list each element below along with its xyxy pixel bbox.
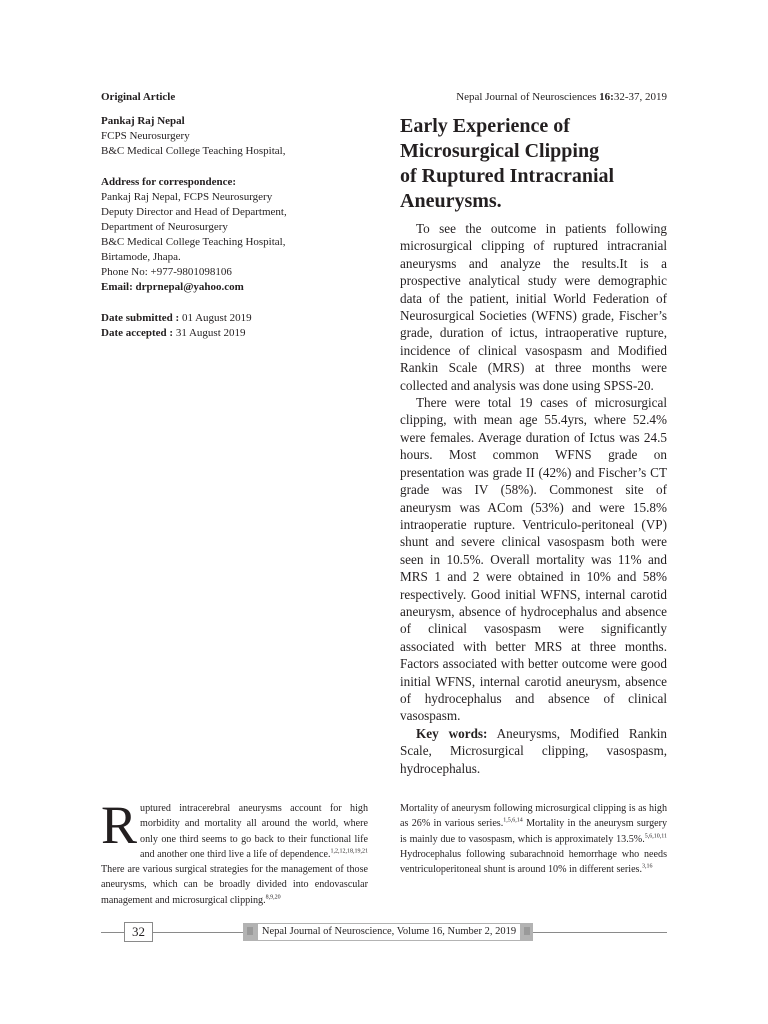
- body-column-right: [400, 801, 667, 877]
- date-accepted-label: Date accepted :: [101, 327, 174, 339]
- author-degree: FCPS Neurosurgery: [101, 130, 190, 142]
- journal-volume: 16:: [599, 91, 614, 103]
- body-text: uptured intracerebral aneurysms account for high morbidity and mortality all around the world, where only one third seems to go back to their functional life and another one third live a life of dependence.: [140, 803, 368, 860]
- correspondence-line: B&C Medical College Teaching Hospital,: [101, 236, 286, 248]
- correspondence-phone: Phone No: +977-9801098106: [101, 266, 232, 278]
- citation-ref: 5,6,10,11: [644, 833, 667, 840]
- correspondence-line: Pankaj Raj Nepal, FCPS Neurosurgery: [101, 191, 273, 203]
- abstract-paragraph: There were total 19 cases of microsurgical clipping, with mean age 55.4yrs, where 52.4% were females. Average duration of Ictus was 24.5 hours. Most common WFNS grade on presentation was grade II (42%) and Fischer’s CT grade was IV (58%). Commonest site of aneurysm was ACom (53%) and were 15.8% intraoperatie rupture. Ventriculo-peritoneal (VP) shunt and severe clinical vasospasm both were seen in 10.5%. Overall mortality was 11% and MRS 1 and 2 were obtained in 10% and 58% respectively. Good initial WFNS, internal carotid aneurysm, absence of hydrocephalus and absence of clinical vasospasm were significantly associated with better MRS at three months. Factors associated with better outcome were good initial WFNS, internal carotid aneurysm, absence of hydrocephalus and absence of clinical vasospasm.: [400, 395, 667, 724]
- citation-ref: 1,2,12,18,19,21: [330, 848, 368, 855]
- article-type: Original Article: [101, 91, 176, 103]
- article-title: [400, 114, 680, 214]
- correspondence-email: Email: drprnepal@yahoo.com: [101, 281, 244, 293]
- correspondence-heading: Address for correspondence:: [101, 176, 237, 188]
- citation-ref: 1,5,6,14: [503, 817, 523, 824]
- date-submitted-value: 01 August 2019: [181, 312, 252, 324]
- date-accepted-value: 31 August 2019: [175, 327, 246, 339]
- footer-journal: Nepal Journal of Neuroscience, Volume 16, Number 2, 2019: [258, 924, 520, 940]
- correspondence-line: Department of Neurosurgery: [101, 221, 228, 233]
- page-number: 32: [124, 922, 153, 942]
- keywords-label: Key words:: [416, 725, 488, 741]
- body-text: Hydrocephalus following subarachnoid hemorrhage who needs ventriculoperitoneal shunt is around 10% in different series.: [400, 848, 667, 876]
- date-submitted: [101, 311, 361, 326]
- title-line: Aneurysms.: [400, 190, 502, 212]
- body-paragraph: [400, 801, 667, 877]
- correspondence-block: [101, 175, 361, 295]
- journal-name: Nepal Journal of Neurosciences: [456, 91, 597, 103]
- body-text: Mortality of aneurysm following microsurgical clipping is as high as 26% in various series.: [400, 803, 667, 830]
- journal-pages-year: 32-37, 2019: [613, 91, 667, 103]
- title-line: Microsurgical Clipping: [400, 140, 600, 162]
- citation-ref: 3,16: [642, 863, 653, 870]
- title-line: of Ruptured Intracranial: [400, 165, 615, 187]
- intro-paragraph: [101, 795, 368, 908]
- keywords-text: Aneurysms, Modified Rankin Scale, Microsurgical clipping, vasospasm, hydrocephalus.: [400, 725, 667, 776]
- correspondence-line: Birtamode, Jhapa.: [101, 251, 181, 263]
- title-line: Early Experience of: [400, 115, 570, 137]
- body-text: Mortality in the aneurysm surgery is mainly due to vasospasm, which is approximately 13.5%.: [400, 818, 667, 845]
- citation-ref: 8,9,20: [265, 894, 281, 901]
- body-column-left: [101, 795, 368, 908]
- abstract-paragraph: To see the outcome in patients following microsurgical clipping of ruptured intracranial aneurysms and analyze the results.It is a prospective analytical study were demographic data of the patient, initial World Federation of Neurosurgical Societies (WFNS) grade, Fischer’s grade, duration of ictus, intraoperative rupture, incidence of clinical vasospasm and Modified Rankin Scale (MRS) at three months were collected and analysis was done using SPSS-20.: [400, 221, 667, 393]
- correspondence-line: Deputy Director and Head of Department,: [101, 206, 287, 218]
- author-institution: B&C Medical College Teaching Hospital,: [101, 145, 286, 157]
- keywords: [400, 725, 667, 777]
- author-block: [101, 114, 361, 159]
- drop-cap: R: [101, 795, 138, 855]
- ornament-icon: [524, 927, 530, 935]
- dates-block: [101, 311, 361, 341]
- author-name: Pankaj Raj Nepal: [101, 115, 185, 127]
- ornament-icon: [247, 927, 253, 935]
- abstract: [400, 220, 667, 777]
- body-text: There are various surgical strategies for the management of those aneurysms, which can be broadly divided into endovascular management and microsurgical clipping.: [101, 864, 368, 906]
- date-submitted-label: Date submitted :: [101, 312, 180, 324]
- journal-citation: [438, 91, 667, 103]
- date-accepted: [101, 326, 361, 341]
